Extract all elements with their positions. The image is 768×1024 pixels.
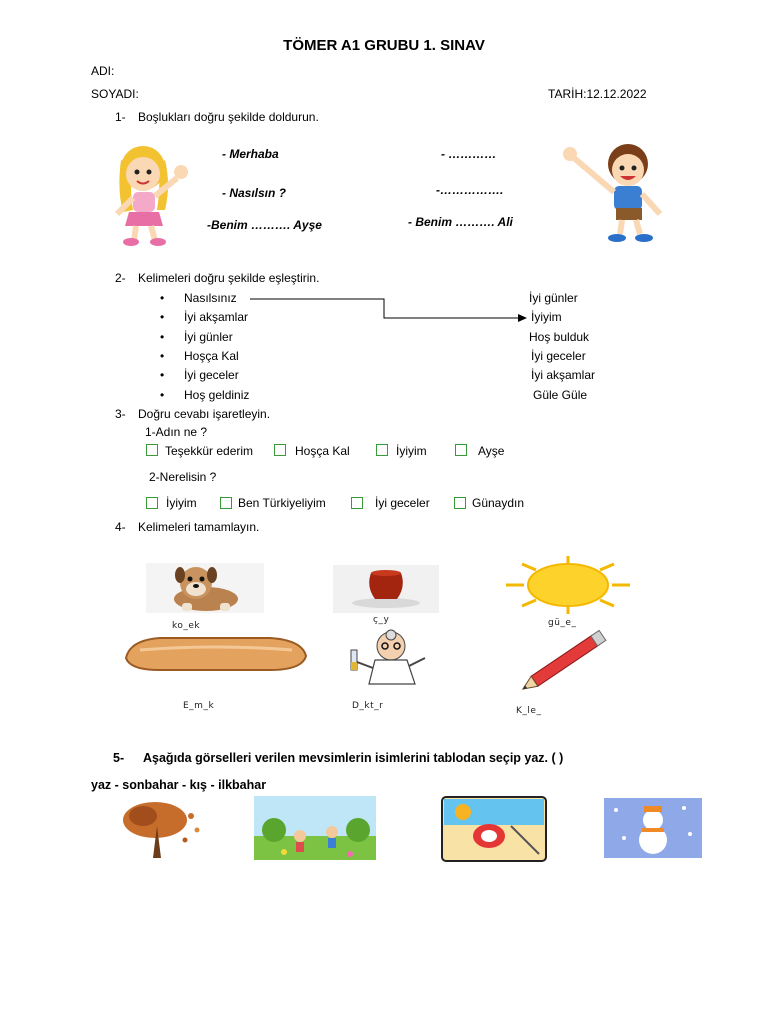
option-label: Teşekkür ederim xyxy=(165,444,254,458)
q1-right-line-2: -……………. xyxy=(436,183,504,197)
q1-right-line-3: - Benim ………. Ali xyxy=(408,215,513,229)
checkbox[interactable] xyxy=(454,497,466,509)
q3-sub2: 2-Nerelisin ? xyxy=(149,470,217,484)
match-right-item: İyi akşamlar xyxy=(531,368,596,382)
q5-number: 5- xyxy=(113,751,125,765)
checkbox[interactable] xyxy=(376,444,388,456)
doctor-picture xyxy=(343,628,443,688)
q1-left-line-2: - Nasılsın ? xyxy=(222,186,287,200)
word-hint: E_m_k xyxy=(183,701,215,711)
summer-picture xyxy=(441,796,547,862)
bullet-icon: • xyxy=(160,349,165,363)
word-hint: gü_e_ xyxy=(548,618,577,628)
word-hint: ç_y xyxy=(373,615,390,625)
match-right-item: İyi geceler xyxy=(531,349,586,363)
q1-left-line-1: - Merhaba xyxy=(222,147,279,161)
dog-picture xyxy=(146,563,264,613)
bullet-icon: • xyxy=(160,330,165,344)
q5-instruction: Aşağıda görselleri verilen mevsimlerin isimlerini tablodan seçip yaz. ( ) xyxy=(143,751,564,765)
q1-right-line-1: - ………… xyxy=(441,147,497,161)
match-left-item: İyi akşamlar xyxy=(184,310,249,324)
pencil-picture xyxy=(514,630,618,690)
match-left-item: Hoş geldiniz xyxy=(184,388,250,402)
sun-picture xyxy=(502,556,634,614)
q4-instruction: Kelimeleri tamamlayın. xyxy=(138,520,260,534)
checkbox[interactable] xyxy=(274,444,286,456)
match-right-item: İyiyim xyxy=(531,310,562,324)
surname-label: SOYADI: xyxy=(91,87,139,101)
date-label: TARİH:12.12.2022 xyxy=(548,87,647,101)
word-hint: K_le_ xyxy=(516,706,542,716)
option-label: Ben Türkiyeliyim xyxy=(238,496,326,510)
page-title: TÖMER A1 GRUBU 1. SINAV xyxy=(283,37,485,54)
checkbox[interactable] xyxy=(220,497,232,509)
checkbox[interactable] xyxy=(455,444,467,456)
q1-left-line-3: -Benim ………. Ayşe xyxy=(207,218,322,232)
q1-number: 1- xyxy=(115,110,126,124)
q2-instruction: Kelimeleri doğru şekilde eşleştirin. xyxy=(138,271,320,285)
option-label: Günaydın xyxy=(472,496,525,510)
name-label: ADI: xyxy=(91,64,115,78)
bread-picture xyxy=(120,636,310,672)
bullet-icon: • xyxy=(160,291,165,305)
checkbox[interactable] xyxy=(351,497,363,509)
q3-instruction: Doğru cevabı işaretleyin. xyxy=(138,407,271,421)
bullet-icon: • xyxy=(160,368,165,382)
season-options: yaz - sonbahar - kış - ilkbahar xyxy=(91,778,267,792)
option-label: İyiyim xyxy=(166,496,197,510)
word-hint: D_kt_r xyxy=(352,701,384,711)
word-hint: ko_ek xyxy=(172,621,201,631)
option-label: Ayşe xyxy=(478,444,505,458)
autumn-picture xyxy=(113,796,209,860)
match-left-item: İyi günler xyxy=(184,330,233,344)
checkbox[interactable] xyxy=(146,444,158,456)
bullet-icon: • xyxy=(160,388,165,402)
q3-number: 3- xyxy=(115,407,126,421)
winter-picture xyxy=(604,798,702,858)
option-label: İyi geceler xyxy=(375,496,430,510)
q2-number: 2- xyxy=(115,271,126,285)
match-left-item: Nasılsınız xyxy=(184,291,237,305)
bullet-icon: • xyxy=(160,310,165,324)
match-right-item: Hoş bulduk xyxy=(529,330,590,344)
q4-number: 4- xyxy=(115,520,126,534)
match-left-item: Hoşça Kal xyxy=(184,349,239,363)
spring-picture xyxy=(254,796,376,860)
checkbox[interactable] xyxy=(146,497,158,509)
match-right-item: Güle Güle xyxy=(533,388,588,402)
option-label: İyiyim xyxy=(396,444,427,458)
q3-sub1: 1-Adın ne ? xyxy=(145,425,208,439)
option-label: Hoşça Kal xyxy=(295,444,350,458)
tea-picture xyxy=(333,565,439,613)
match-right-item: İyi günler xyxy=(529,291,578,305)
q1-instruction: Boşlukları doğru şekilde doldurun. xyxy=(138,110,319,124)
match-left-item: İyi geceler xyxy=(184,368,239,382)
